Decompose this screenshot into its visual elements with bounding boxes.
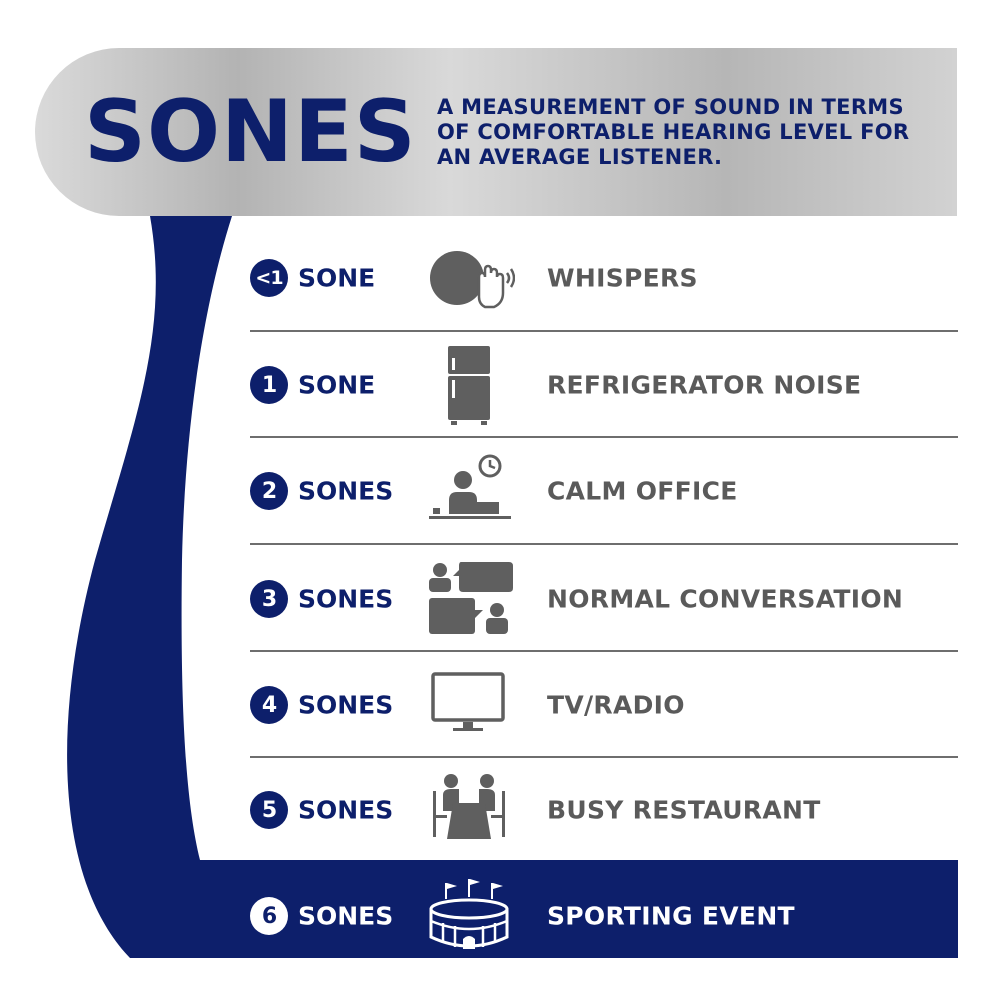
- row-divider: [250, 543, 958, 545]
- badge: <1: [250, 259, 288, 297]
- list-item: [250, 335, 958, 435]
- row-label: WHISPERS: [547, 263, 698, 293]
- list-item: [250, 441, 958, 541]
- tv-icon: [425, 664, 515, 746]
- row-label: SPORTING EVENT: [547, 901, 795, 931]
- refrigerator-icon: [425, 344, 515, 426]
- unit-label: SONES: [298, 690, 394, 720]
- badge: 5: [250, 791, 288, 829]
- list-item: [250, 549, 958, 649]
- row-divider: [250, 650, 958, 652]
- row-divider: [250, 436, 958, 438]
- whisper-icon: [425, 237, 515, 319]
- stadium-icon: [425, 875, 515, 957]
- row-label: CALM OFFICE: [547, 476, 738, 506]
- unit-label: SONES: [298, 584, 394, 614]
- restaurant-icon: [425, 769, 515, 851]
- row-label: TV/RADIO: [547, 690, 685, 720]
- unit-label: SONES: [298, 901, 394, 931]
- page-title: SONES: [84, 82, 417, 182]
- row-label: BUSY RESTAURANT: [547, 795, 821, 825]
- badge: 1: [250, 366, 288, 404]
- list-item: [250, 655, 958, 755]
- badge: 6: [250, 897, 288, 935]
- unit-label: SONES: [298, 476, 394, 506]
- list-item: [250, 228, 958, 328]
- office-icon: [425, 450, 515, 532]
- badge: 2: [250, 472, 288, 510]
- conversation-icon: [425, 558, 515, 640]
- unit-label: SONE: [298, 370, 376, 400]
- badge: 4: [250, 686, 288, 724]
- list-item: [250, 866, 958, 966]
- unit-label: SONES: [298, 795, 394, 825]
- page-subtitle: A MEASUREMENT OF SOUND IN TERMS OF COMFORTABLE HEARING LEVEL FOR AN AVERAGE LISTENER.: [437, 95, 910, 169]
- row-label: REFRIGERATOR NOISE: [547, 370, 862, 400]
- badge: 3: [250, 580, 288, 618]
- row-label: NORMAL CONVERSATION: [547, 584, 904, 614]
- row-divider: [250, 756, 958, 758]
- unit-label: SONE: [298, 263, 376, 293]
- row-divider: [250, 330, 958, 332]
- list-item: [250, 760, 958, 860]
